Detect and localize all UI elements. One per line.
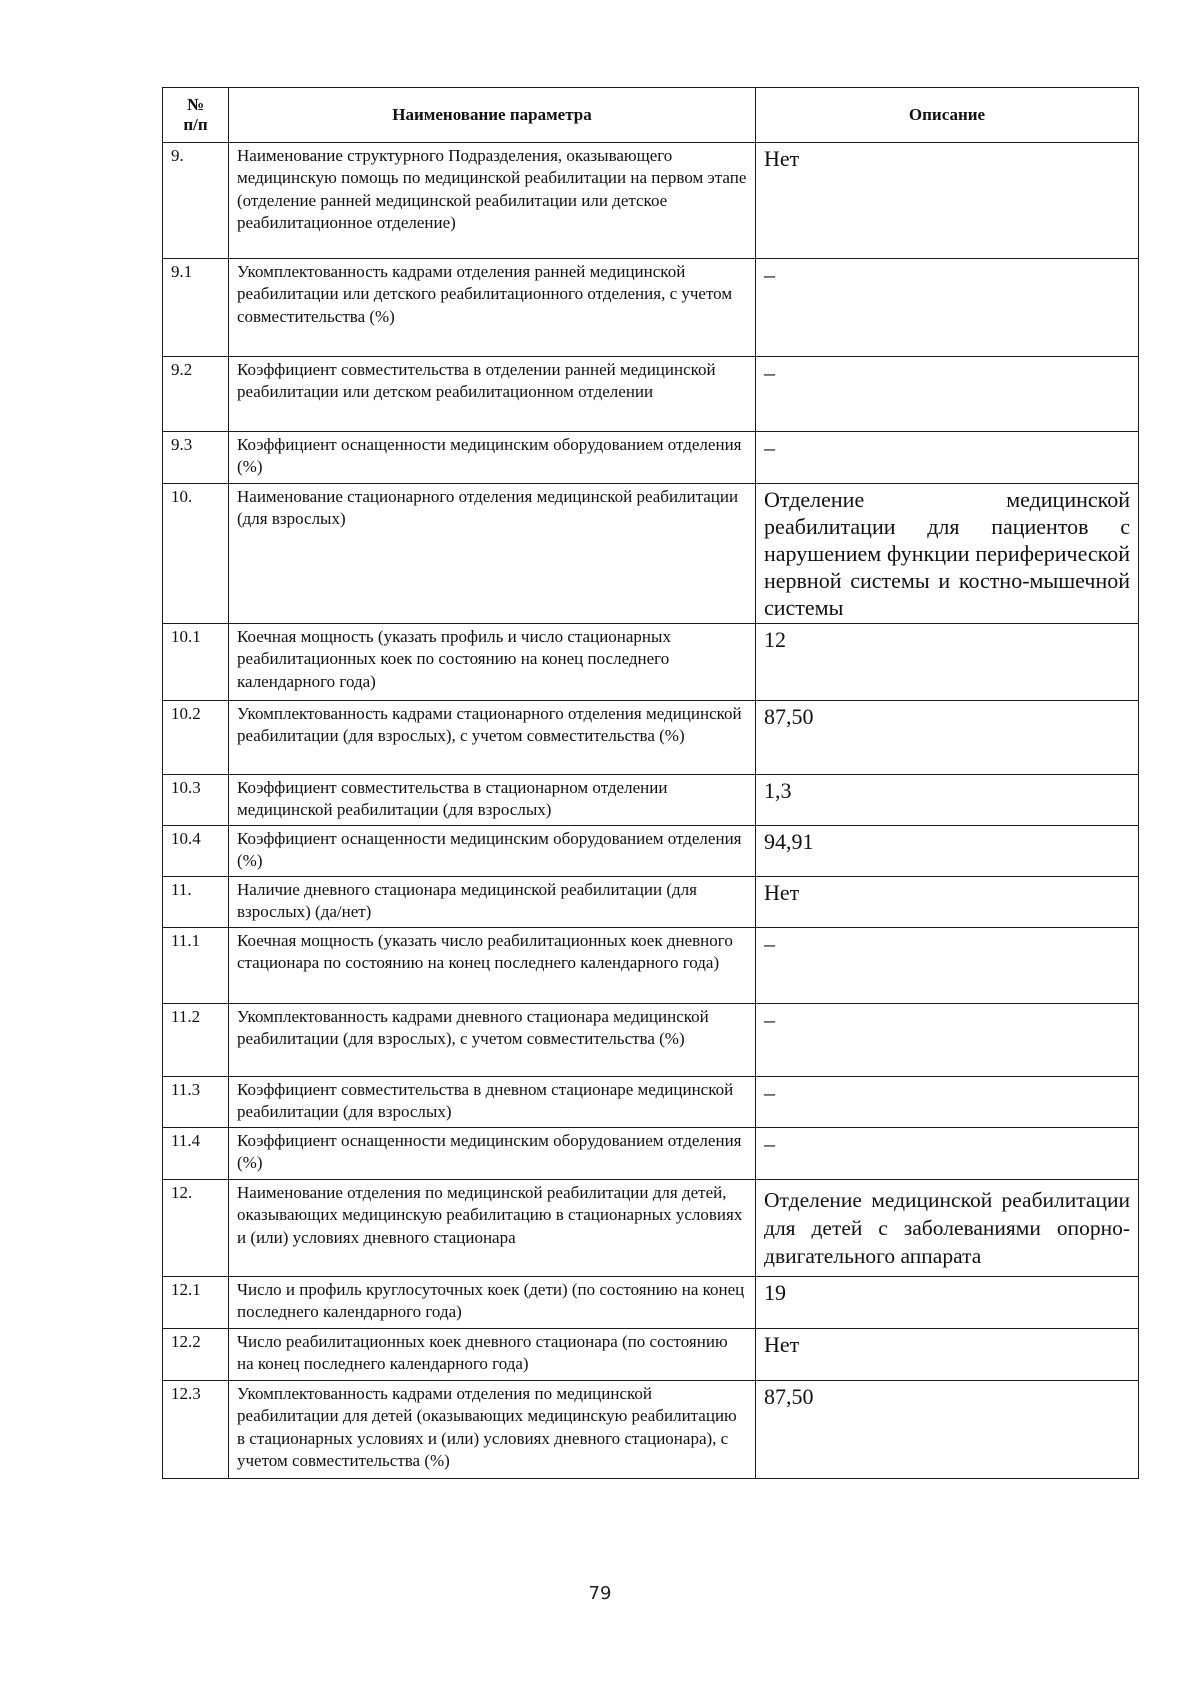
row-number: 9.3	[163, 432, 229, 484]
row-description: Нет	[756, 877, 1139, 928]
table-row	[163, 1329, 1139, 1381]
table-row	[163, 432, 1139, 484]
row-description: 87,50	[756, 701, 1139, 775]
row-parameter-name: Укомплектованность кадрами стационарного отделения медицинской реабилитации (для взрослых), с учетом совместительства (%)	[229, 701, 756, 775]
header-parameter-name: Наименование параметра	[229, 88, 756, 143]
row-number: 9.1	[163, 259, 229, 357]
row-parameter-name: Коэффициент совместительства в стационарном отделении медицинской реабилитации (для взрослых)	[229, 775, 756, 826]
row-parameter-name: Наличие дневного стационара медицинской реабилитации (для взрослых) (да/нет)	[229, 877, 756, 928]
table-header-row	[163, 88, 1139, 143]
row-number: 9.2	[163, 357, 229, 432]
row-parameter-name: Коэффициент оснащенности медицинским оборудованием отделения (%)	[229, 1128, 756, 1180]
table-row	[163, 775, 1139, 826]
row-number: 10.1	[163, 624, 229, 701]
header-number: № п/п	[163, 88, 229, 143]
table-row	[163, 1004, 1139, 1077]
parameters-table	[162, 87, 1139, 1479]
row-parameter-name: Число реабилитационных коек дневного стационара (по состоянию на конец последнего календарного года)	[229, 1329, 756, 1381]
row-parameter-name: Наименование стационарного отделения медицинской реабилитации (для взрослых)	[229, 484, 756, 624]
row-description: 94,91	[756, 826, 1139, 877]
table-row	[163, 484, 1139, 624]
row-description: 87,50	[756, 1381, 1139, 1479]
row-number: 12.	[163, 1180, 229, 1277]
row-description: Отделение медицинской реабилитации для пациентов с нарушением функции периферической нервной системы и костно-мышечной системы	[756, 484, 1139, 624]
row-parameter-name: Число и профиль круглосуточных коек (дети) (по состоянию на конец последнего календарного года)	[229, 1277, 756, 1329]
table-row	[163, 701, 1139, 775]
row-parameter-name: Коечная мощность (указать профиль и число стационарных реабилитационных коек по состоянию на конец последнего календарного года)	[229, 624, 756, 701]
row-parameter-name: Коечная мощность (указать число реабилитационных коек дневного стационара по состоянию на конец последнего календарного года)	[229, 928, 756, 1004]
row-number: 10.2	[163, 701, 229, 775]
table-row	[163, 928, 1139, 1004]
header-description: Описание	[756, 88, 1139, 143]
row-description: –	[756, 1128, 1139, 1180]
row-number: 12.2	[163, 1329, 229, 1381]
row-parameter-name: Наименование отделения по медицинской реабилитации для детей, оказывающих медицинскую реабилитацию в стационарных условиях и (или) условиях дневного стационара	[229, 1180, 756, 1277]
row-parameter-name: Коэффициент оснащенности медицинским оборудованием отделения (%)	[229, 432, 756, 484]
row-description: Нет	[756, 143, 1139, 259]
row-number: 12.1	[163, 1277, 229, 1329]
row-number: 11.	[163, 877, 229, 928]
row-parameter-name: Укомплектованность кадрами отделения по медицинской реабилитации для детей (оказывающих медицинскую реабилитацию в стационарных условиях и (или) условиях дневного стационара), с учетом совместительства (%)	[229, 1381, 756, 1479]
table-row	[163, 1128, 1139, 1180]
row-description: 12	[756, 624, 1139, 701]
table-row	[163, 357, 1139, 432]
row-description: –	[756, 928, 1139, 1004]
row-number: 11.1	[163, 928, 229, 1004]
row-description: 1,3	[756, 775, 1139, 826]
row-description: –	[756, 357, 1139, 432]
row-parameter-name: Коэффициент совместительства в отделении ранней медицинской реабилитации или детском реабилитационном отделении	[229, 357, 756, 432]
table-row	[163, 1277, 1139, 1329]
row-description: Нет	[756, 1329, 1139, 1381]
row-number: 10.3	[163, 775, 229, 826]
row-description: –	[756, 432, 1139, 484]
table-row	[163, 877, 1139, 928]
row-description: Отделение медицинской реабилитации для детей с заболеваниями опорно-двигательного аппарата	[756, 1180, 1139, 1277]
table-row	[163, 624, 1139, 701]
row-description: –	[756, 259, 1139, 357]
table-row	[163, 826, 1139, 877]
table-row	[163, 259, 1139, 357]
page-number: 79	[588, 1583, 612, 1604]
table-row	[163, 1077, 1139, 1128]
row-number: 11.3	[163, 1077, 229, 1128]
row-parameter-name: Наименование структурного Подразделения, оказывающего медицинскую помощь по медицинской реабилитации на первом этапе (отделение ранней медицинской реабилитации или детское реабилитационное отделение)	[229, 143, 756, 259]
table-row	[163, 1180, 1139, 1277]
row-parameter-name: Коэффициент совместительства в дневном стационаре медицинской реабилитации (для взрослых)	[229, 1077, 756, 1128]
table-row	[163, 143, 1139, 259]
row-description: –	[756, 1077, 1139, 1128]
table-row	[163, 1381, 1139, 1479]
row-description: 19	[756, 1277, 1139, 1329]
row-parameter-name: Укомплектованность кадрами отделения ранней медицинской реабилитации или детского реабилитационного отделения, с учетом совместительства (%)	[229, 259, 756, 357]
row-parameter-name: Коэффициент оснащенности медицинским оборудованием отделения (%)	[229, 826, 756, 877]
row-number: 12.3	[163, 1381, 229, 1479]
row-number: 11.4	[163, 1128, 229, 1180]
row-parameter-name: Укомплектованность кадрами дневного стационара медицинской реабилитации (для взрослых), с учетом совместительства (%)	[229, 1004, 756, 1077]
row-number: 10.	[163, 484, 229, 624]
row-number: 11.2	[163, 1004, 229, 1077]
row-number: 10.4	[163, 826, 229, 877]
row-description: –	[756, 1004, 1139, 1077]
row-number: 9.	[163, 143, 229, 259]
